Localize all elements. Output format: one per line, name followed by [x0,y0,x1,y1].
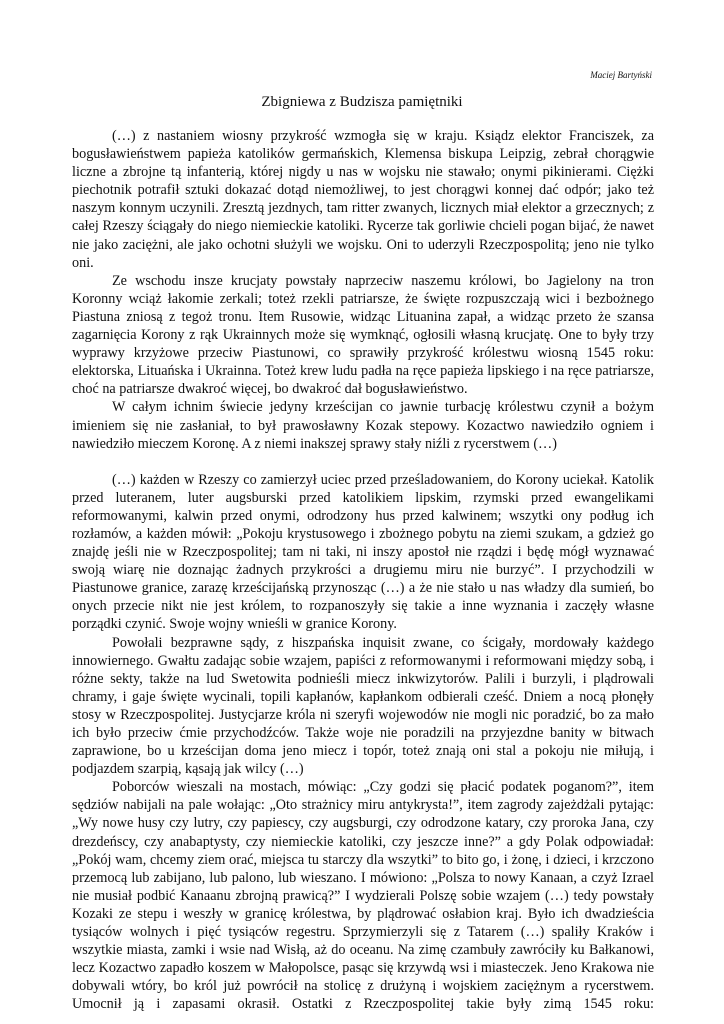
document-title: Zbigniewa z Budzisza pamiętniki [261,94,463,110]
paragraph: (…) z nastaniem wiosny przykrość wzmogła się w kraju. Ksiądz elektor Franciszek, za bogusławieństwem papieża katolików germańskich, Klemensa biskupa Leipzig, zebrał chorągwie liczne a zbrojne tą infanterią, której nigdy u nas w wojsku nie stawało; onymi pikinierami. Ciężki piechotnik potrafił sztuki dokazać dotąd niemożliwej, to jest chorągwi konnej dać odpór; jako też naszym konnym uczynili. Zresztą jezdnych, tam ritter zwanych, licznych miał elektor a grzecznych; z całej Rzeszy ściągały do niego niemieckie katoliki. Rycerze tak gorliwie chcieli pogan bijać, że nawet nie jako zaciężni, ale jako ochotni służyli we wojsku. Oni to uderzyli Rzeczpospolitą; jeno nie tylko oni. [72,128,654,271]
document-body [72,127,654,1014]
paragraph: (…) każden w Rzeszy co zamierzył uciec przed prześladowaniem, do Korony uciekał. Katolik przed luteranem, luter augsburski przed katolikiem lipskim, rzymski przed ewangelikami reformowanymi, kalwin przed onymi, odrodzony hus przed kalwinem; wszytki ony podług ich rozłamów, a każden mówił: „Pokoju krystusowego i zbożnego pobytu na ziemi szukam, a gdzież go znajdę jeśli nie w Rzeczpospolitej; tam ni taki, ni inszy apostoł nie rządzi i będę mógł wyznawać swoją wiarę nie doznając żadnych przykrości a drugiemu miru nie burzyć”. I przychodzili w Piastunowe granice, zarazę krześcijańską przynosząc (…) a że nie stało u nas władzy dla sumień, bo onych przecie nikt nie jest królem, to rozpanoszyły się takie a inne wyznania i zaczęły własne porządki czynić. Swoje wojny wnieśli w granice Korony. [72,471,654,633]
paragraph: W całym ichnim świecie jedyny krześcijan co jawnie turbację królestwu czynił a bożym imieniem się nie zasłaniał, to był prawosławny Kozak stepowy. Kozactwo nawiedziło ogniem i nawiedziło mieczem Koronę. A z niemi inakszej sprawy stały niźli z rycerstwem (…) [72,399,654,452]
paragraph: Poborców wieszali na mostach, mówiąc: „Czy godzi się płacić podatek poganom?”, item sędziów nabijali na pale wołając: „Oto strażnicy miru antykrysta!”, item zagrody zajeżdżali pytając: „Wy nowe husy czy lutry, czy papiescy, czy augsburgi, czy odrodzone katary, czy proroka Jana, czy drezdeńscy, czy anabaptysty, czy niemieckie katoliki, czy jeszcze inne?” a gdy Polak odpowiadał: „Pokój wam, chcemy ziem orać, miejsca tu starczy dla wszytki” to bito go, i żonę, i dzieci, i krzczono przemocą lub zabijano, lub palono, lub wieszano. I mówiono: „Polsza to nowy Kanaan, a czyż Izrael nie musiał podbić Kanaanu zbrojną prawicą?” I wydzierali Polszę sobie wzajem (…) tedy powstały Kozaki ze stepu i weszły w granicę królestwa, by plądrować osłabion kraj. Było ich dwadzieścia tysiąców wolnych i pięć tysiąców regestru. Sprzymierzyli się z Tatarem (…) spaliły Kraków i wszytkie miasta, zamki i wsie nad Wisłą, aż do oceanu. Na zimę czambuły zawróciły ku Bałkanowi, lecz Kozactwo zapadło koszem w Małopolsce, pasąc się krzywdą wsi i miasteczek. Jeno Krakowa nie dobywali wtóry, bo król już powrócił na stolicę z drużyną i wojskiem zaciężnym a rycerstwem. Umocnił ją i zapasami okrasił. Ostatki z Rzeczpospolitej takie były zimą 1545 roku: [72,779,654,1013]
paragraph: Ze wschodu insze krucjaty powstały naprzeciw naszemu królowi, bo Jagielony na tron Koronny wciąż łakomie zerkali; toteż rzekli patriarsze, że święte rozpuszczają wici i bezbożnego Piastuna zniosą z tegoż tronu. Item Rusowie, widząc Lituanina zapał, a widząc przeto że szansa zagarnięcia Korony z rąk Ukrainnych może się wymknąć, ogłosili własną krucjatę. One to były trzy wyprawy krzyżowe przeciw Piastunowi, co sprawiły przykrość królestwu wiosną 1545 roku: elektorska, Lituańska i Ukrainna. Toteż krew ludu padła na ręce papieża lipskiego i na ręce patriarsze, choć na patriarsze dwakroć więcej, bo dwakroć dał bogusławieństwo. [72,272,654,398]
paragraph: Powołali bezprawne sądy, z hiszpańska inquisit zwane, co ścigały, mordowały każdego innowiernego. Gwałtu zadając sobie wzajem, papiści z reformowanymi i reformowani między sobą, i różne sekty, także na lud Swetowita podnieśli miecz inkwizytorów. Palili i burzyli, i plądrowali chramy, i gaje święte wycinali, topili kapłanów, kapłankom odbierali cześć. Dniem a nocą płonęły stosy w Rzeczpospolitej. Justycjarze króla ni szeryfi wojewodów nie mogli nic poradzić, bo za mało ich było przeciw ćmie przychodźców. Także woje nie poradzili na przyjezdne banity w bitwach zaprawione, bo u krześcijan doma jeno miecz i topór, toteż znają oni stal a pokoju nie miłują, i podjazdem szarpią, kąsają jak wilcy (…) [72,634,654,778]
author-name: Maciej Bartyński [590,70,652,80]
